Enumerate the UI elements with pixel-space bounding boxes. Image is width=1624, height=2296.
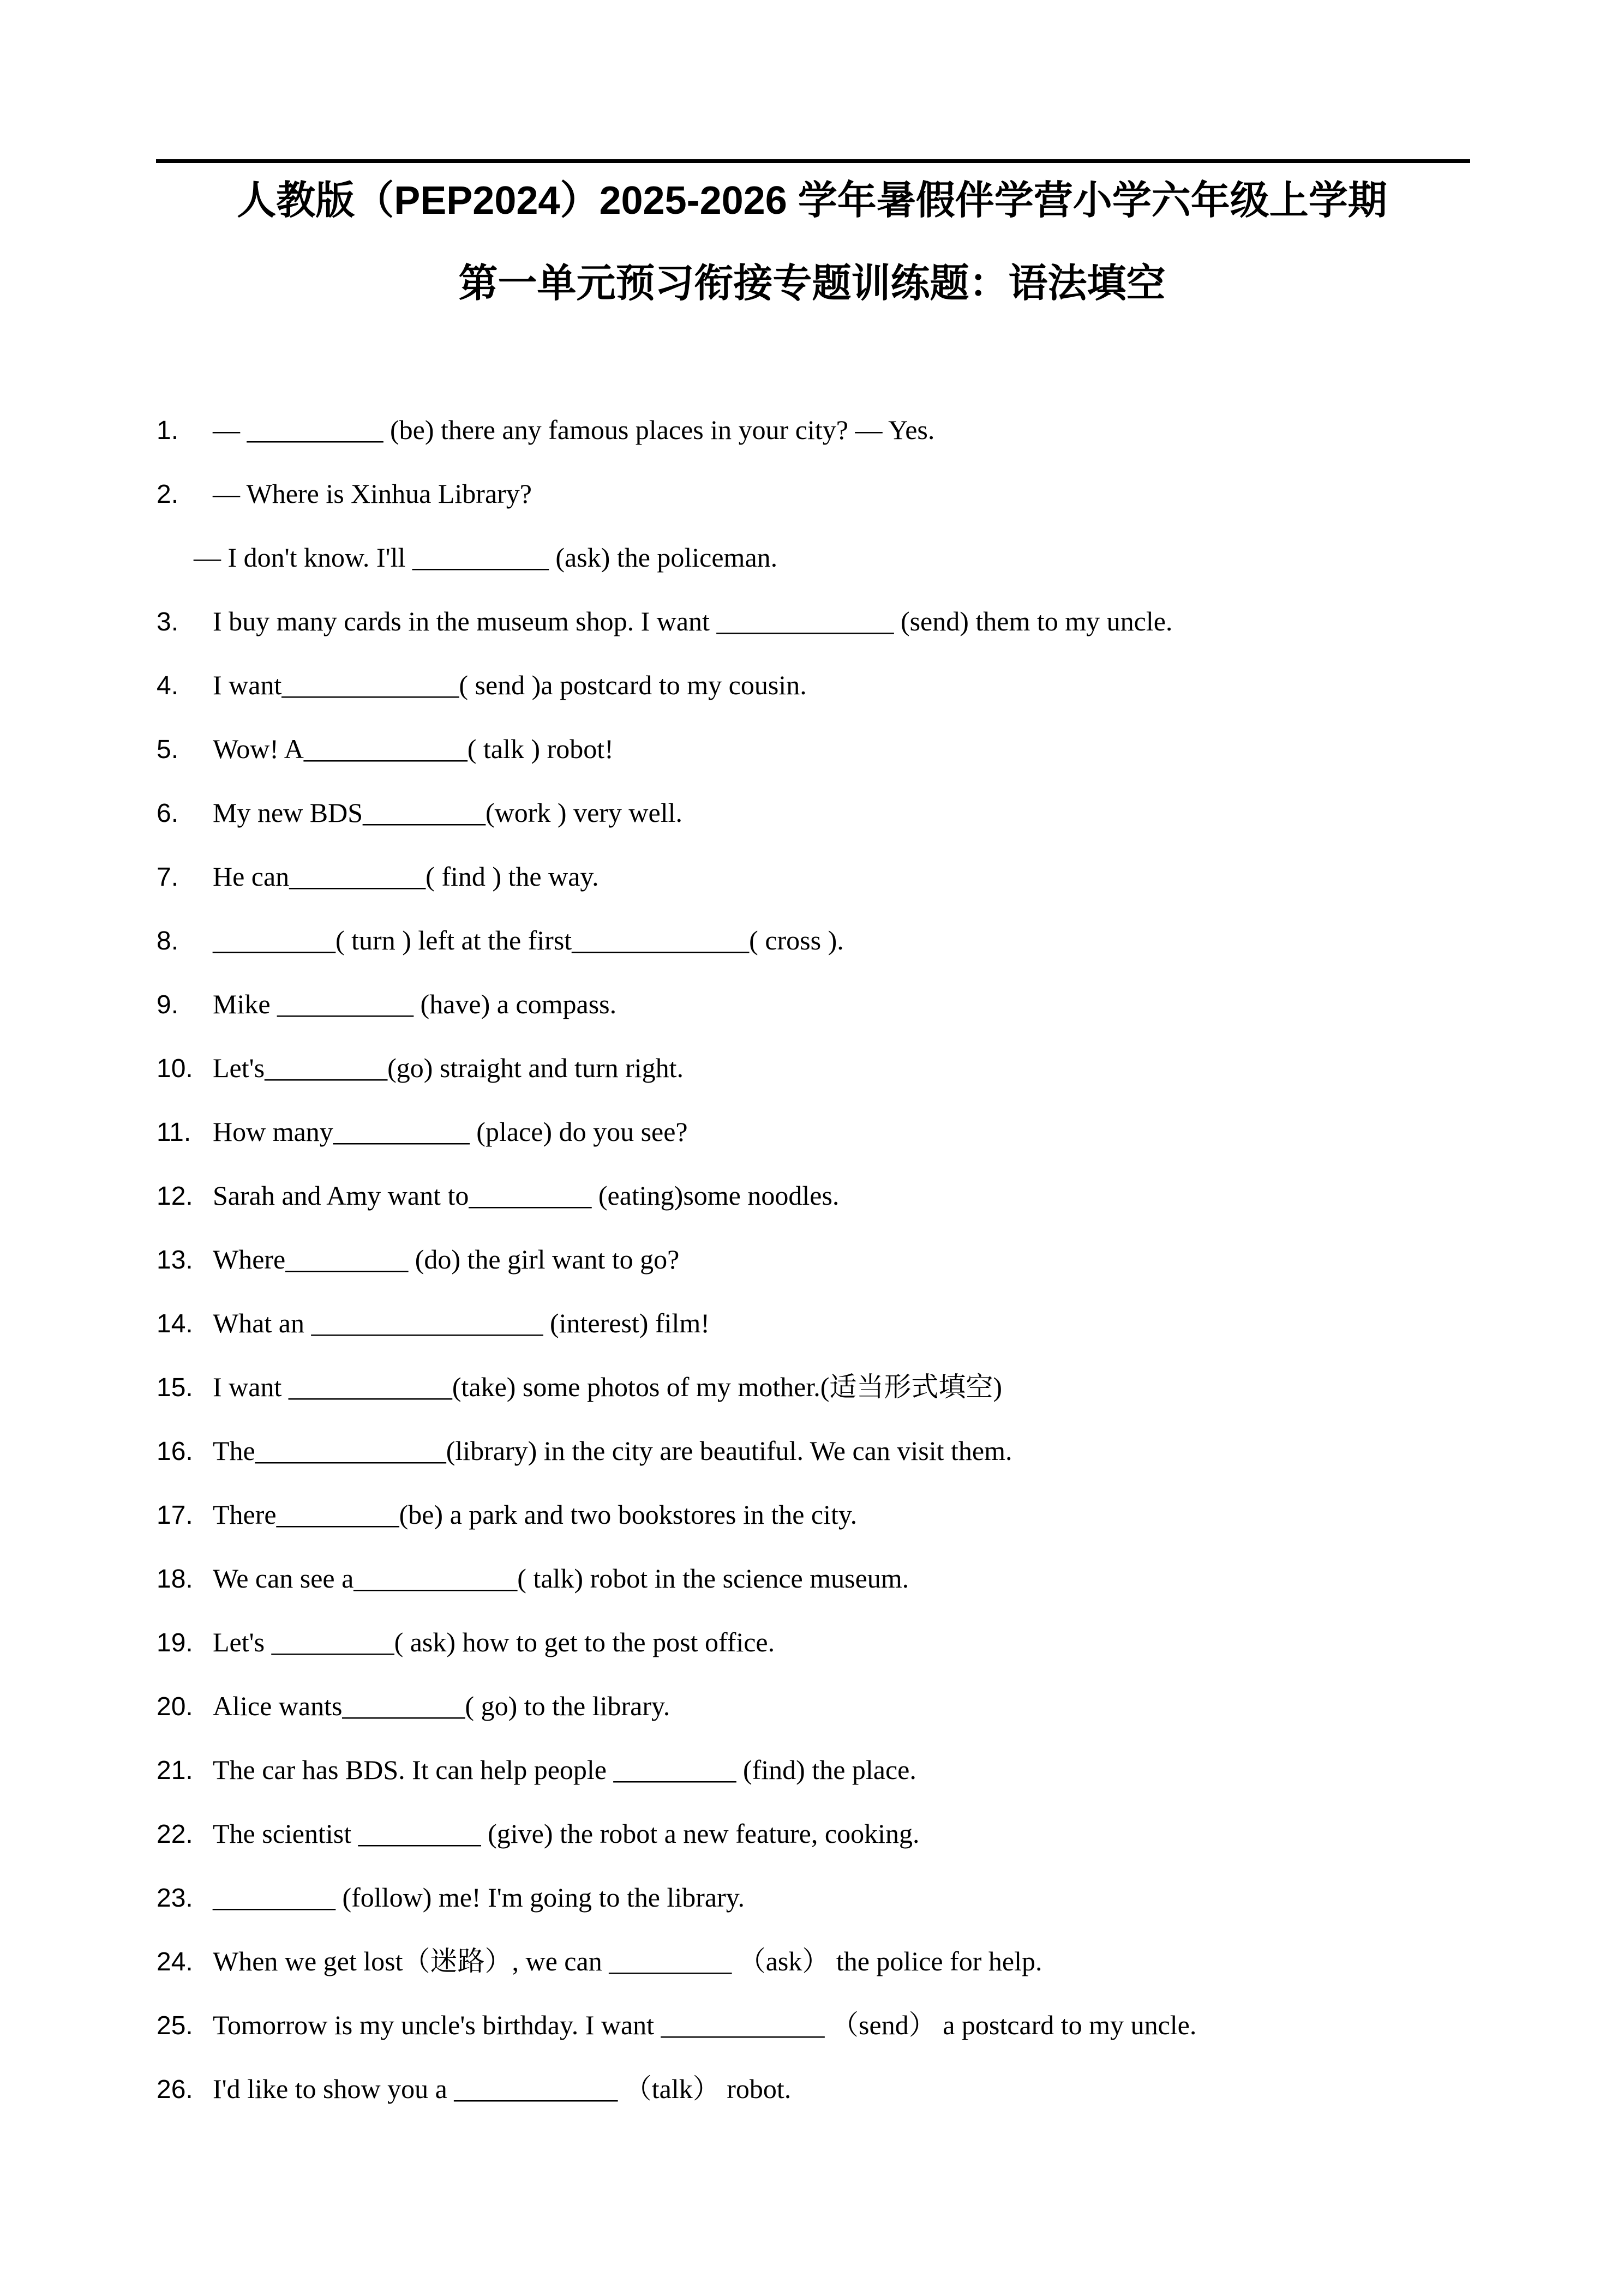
question-number: 8.	[157, 927, 179, 955]
question-text: Alice wants_________( go) to the library.	[213, 1691, 670, 1721]
question-number: 24.	[157, 1948, 193, 1976]
question-number: 18.	[157, 1565, 193, 1594]
question-text: The scientist _________ (give) the robot a new feature, cooking.	[213, 1818, 920, 1849]
question-row	[0, 1419, 1624, 1483]
question-row	[0, 1993, 1624, 2057]
question-text: Sarah and Amy want to_________ (eating)some noodles.	[213, 1180, 840, 1211]
question-row	[0, 1866, 1624, 1930]
question-row	[0, 1930, 1624, 1993]
question-text: Wow! A____________( talk ) robot!	[213, 734, 614, 764]
question-text: When we get lost（迷路）, we can _________ （ask） the police for help.	[213, 1946, 1042, 1976]
header-rule	[156, 159, 1470, 163]
question-number: 1.	[157, 416, 179, 445]
question-number: 6.	[157, 799, 179, 828]
question-row	[0, 1738, 1624, 1802]
question-number: 3.	[157, 608, 179, 636]
question-text: He can__________( find ) the way.	[213, 861, 599, 892]
question-text: The car has BDS. It can help people _________ (find) the place.	[213, 1754, 916, 1785]
question-number: 12.	[157, 1182, 193, 1211]
question-number: 19.	[157, 1628, 193, 1657]
question-text: The______________(library) in the city are beautiful. We can visit them.	[213, 1435, 1012, 1466]
question-row	[0, 462, 1624, 526]
question-row	[0, 1610, 1624, 1674]
question-number: 9.	[157, 990, 179, 1019]
question-text: We can see a____________( talk) robot in the science museum.	[213, 1563, 909, 1594]
question-list	[0, 398, 1624, 2121]
question-number: 17.	[157, 1501, 193, 1530]
question-text: I buy many cards in the museum shop. I want _____________ (send) them to my uncle.	[213, 606, 1173, 636]
question-text: How many__________ (place) do you see?	[213, 1116, 688, 1147]
question-row	[0, 1547, 1624, 1610]
question-number: 10.	[157, 1054, 193, 1083]
question-number: 23.	[157, 1884, 193, 1913]
question-row	[0, 398, 1624, 462]
question-row	[0, 845, 1624, 909]
question-row	[0, 1164, 1624, 1228]
question-row	[0, 717, 1624, 781]
question-number: 20.	[157, 1692, 193, 1721]
question-row	[0, 653, 1624, 717]
question-row	[0, 781, 1624, 845]
question-text: I'd like to show you a ____________ （talk） robot.	[213, 2073, 792, 2104]
question-text: Let's_________(go) straight and turn right.	[213, 1053, 684, 1083]
document-title: 人教版（PEP2024）2025-2026 学年暑假伴学营小学六年级上学期	[237, 179, 1387, 223]
question-row	[0, 1483, 1624, 1547]
question-row	[0, 1291, 1624, 1355]
question-text: My new BDS_________(work ) very well.	[213, 797, 683, 828]
document-subtitle: 第一单元预习衔接专题训练题：语法填空	[458, 262, 1166, 305]
question-text: There_________(be) a park and two bookstores in the city.	[213, 1499, 858, 1530]
question-text: Mike __________ (have) a compass.	[213, 989, 617, 1019]
question-number: 26.	[157, 2075, 193, 2104]
question-text: Where_________ (do) the girl want to go?	[213, 1244, 680, 1275]
question-text: _________( turn ) left at the first_____________( cross ).	[213, 925, 844, 955]
question-row	[0, 1036, 1624, 1100]
question-row	[0, 1355, 1624, 1419]
question-text: Tomorrow is my uncle's birthday. I want ____________ （send） a postcard to my uncle.	[213, 2010, 1197, 2040]
question-number: 25.	[157, 2011, 193, 2040]
question-number: 2.	[157, 480, 179, 509]
question-text: — I don't know. I'll __________ (ask) the policeman.	[194, 542, 778, 573]
question-text: — Where is Xinhua Library?	[213, 478, 532, 509]
question-number: 7.	[157, 863, 179, 892]
question-row	[0, 1228, 1624, 1291]
question-row-continuation	[0, 526, 1624, 590]
question-text: _________ (follow) me! I'm going to the library.	[213, 1882, 745, 1913]
question-row	[0, 1674, 1624, 1738]
question-number: 13.	[157, 1246, 193, 1275]
question-row	[0, 972, 1624, 1036]
question-text: I want ____________(take) some photos of my mother.(适当形式填空)	[213, 1372, 1003, 1402]
question-row	[0, 1802, 1624, 1866]
question-row	[0, 1100, 1624, 1164]
question-text: — __________ (be) there any famous places in your city? — Yes.	[213, 414, 935, 445]
question-number: 11.	[157, 1118, 191, 1147]
question-row	[0, 590, 1624, 653]
question-number: 5.	[157, 735, 179, 764]
question-row	[0, 909, 1624, 972]
question-number: 4.	[157, 671, 179, 700]
question-number: 16.	[157, 1437, 193, 1466]
question-text: I want_____________( send )a postcard to my cousin.	[213, 670, 807, 700]
question-number: 15.	[157, 1373, 193, 1402]
question-number: 22.	[157, 1820, 193, 1849]
question-row	[0, 2057, 1624, 2121]
question-text: Let's _________( ask) how to get to the post office.	[213, 1627, 775, 1657]
question-number: 21.	[157, 1756, 193, 1785]
question-number: 14.	[157, 1309, 193, 1338]
question-text: What an _________________ (interest) film!	[213, 1308, 710, 1338]
